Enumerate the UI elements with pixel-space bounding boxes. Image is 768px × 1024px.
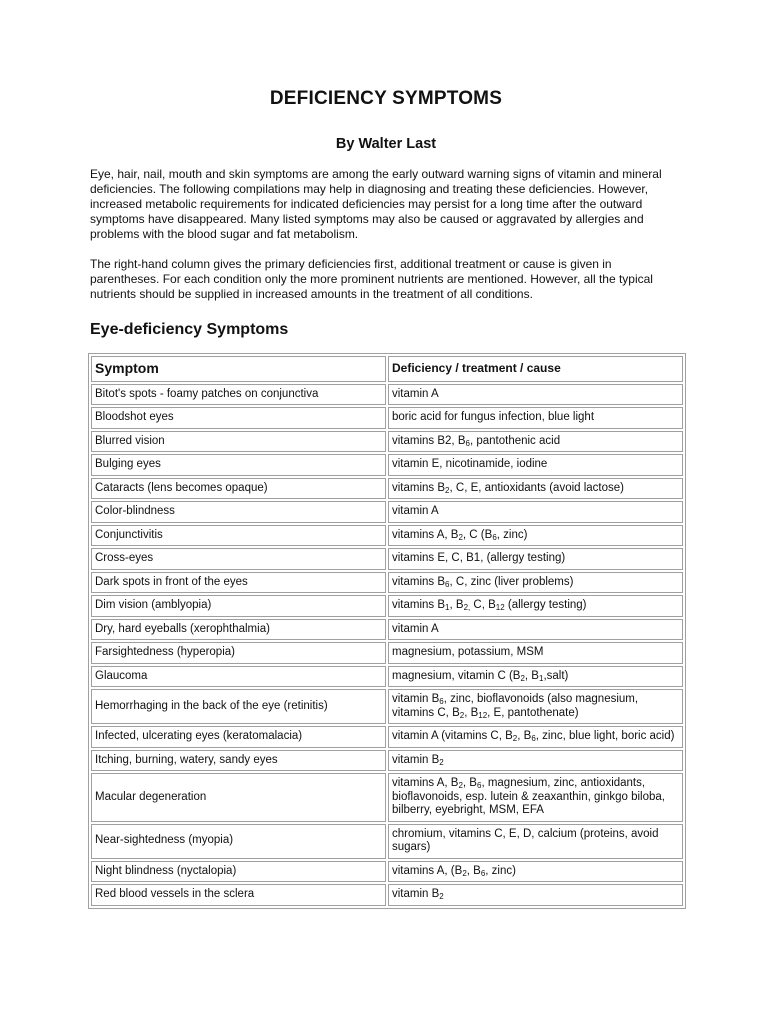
symptom-cell: Bitot's spots - foamy patches on conjunctiva bbox=[91, 384, 386, 406]
deficiency-cell: magnesium, potassium, MSM bbox=[388, 642, 683, 664]
deficiency-cell: vitamin $B_2$ bbox=[388, 750, 683, 772]
table-row bbox=[91, 525, 683, 547]
symptom-cell: Bulging eyes bbox=[91, 454, 386, 476]
table-row bbox=[91, 384, 683, 406]
table-row bbox=[91, 750, 683, 772]
deficiency-cell: vitamin $B_2$ bbox=[388, 884, 683, 906]
table-row bbox=[91, 431, 683, 453]
deficiency-cell: vitamin A bbox=[388, 384, 683, 406]
table-row bbox=[91, 824, 683, 859]
deficiency-cell: vitamins B2, $B_6$, pantothenic acid bbox=[388, 431, 683, 453]
deficiency-cell: boric acid for fungus infection, blue light bbox=[388, 407, 683, 429]
table-row bbox=[91, 861, 683, 883]
symptom-cell: Blurred vision bbox=[91, 431, 386, 453]
deficiency-cell: vitamin $B_6$, zinc, bioflavonoids (also magnesium, vitamins C, $B_2$, $B_{12}$, E, pantothenate) bbox=[388, 689, 683, 724]
table-row bbox=[91, 548, 683, 570]
author-byline: By Walter Last bbox=[335, 136, 437, 152]
symptom-cell: Glaucoma bbox=[91, 666, 386, 688]
page-title: DEFICIENCY SYMPTOMS bbox=[269, 88, 503, 109]
symptom-column-header: Symptom bbox=[91, 356, 386, 382]
deficiency-cell: vitamins E, C, B1, (allergy testing) bbox=[388, 548, 683, 570]
table-row bbox=[91, 478, 683, 500]
deficiency-cell: vitamins $B_2$, C, E, antioxidants (avoid lactose) bbox=[388, 478, 683, 500]
table-row bbox=[91, 501, 683, 523]
table-row bbox=[91, 619, 683, 641]
deficiency-cell: vitamin A bbox=[388, 619, 683, 641]
symptom-cell: Dry, hard eyeballs (xerophthalmia) bbox=[91, 619, 386, 641]
table-row bbox=[91, 407, 683, 429]
symptom-cell: Itching, burning, watery, sandy eyes bbox=[91, 750, 386, 772]
symptom-cell: Red blood vessels in the sclera bbox=[91, 884, 386, 906]
symptom-cell: Infected, ulcerating eyes (keratomalacia) bbox=[91, 726, 386, 748]
deficiency-cell: vitamins $B_6$, C, zinc (liver problems) bbox=[388, 572, 683, 594]
symptom-cell: Near-sightedness (myopia) bbox=[91, 824, 386, 859]
deficiency-cell: vitamins A, $B_2$, $B_6$, magnesium, zinc, antioxidants, bioflavonoids, esp. lutein & zeaxanthin, ginkgo biloba, bilberry, eyebright, MSM, EFA bbox=[388, 773, 683, 822]
document-page bbox=[90, 88, 682, 909]
table-row bbox=[91, 666, 683, 688]
symptom-cell: Color-blindness bbox=[91, 501, 386, 523]
symptom-cell: Dark spots in front of the eyes bbox=[91, 572, 386, 594]
table-header-row bbox=[91, 356, 683, 382]
table-row bbox=[91, 689, 683, 724]
symptom-cell: Cataracts (lens becomes opaque) bbox=[91, 478, 386, 500]
column-explanation-paragraph: The right-hand column gives the primary deficiencies first, additional treatment or cause is given in parentheses. For each condition only the more prominent nutrients are mentioned. However, all the typical nutrients should be supplied in increased amounts in the treatment of all conditions. bbox=[90, 257, 653, 301]
deficiency-cell: vitamin A bbox=[388, 501, 683, 523]
symptom-cell: Hemorrhaging in the back of the eye (retinitis) bbox=[91, 689, 386, 724]
table-row bbox=[91, 595, 683, 617]
deficiency-cell: vitamin A (vitamins C, $B_2$, $B_6$, zinc, blue light, boric acid) bbox=[388, 726, 683, 748]
deficiency-column-header: Deficiency / treatment / cause bbox=[388, 356, 683, 382]
eye-symptoms-table bbox=[88, 353, 686, 909]
intro-paragraph: Eye, hair, nail, mouth and skin symptoms are among the early outward warning signs of vitamin and mineral deficiencies. The following compilations may help in diagnosing and treating these deficiencies. However, increased metabolic requirements for indicated deficiencies may persist for a long time after the outward symptoms have disappeared. Many listed symptoms may also be caused or aggravated by allergies and problems with the blood sugar and fat metabolism. bbox=[90, 167, 662, 241]
deficiency-cell: magnesium, vitamin C ($B_2$, $B_1,salt$) bbox=[388, 666, 683, 688]
symptom-cell: Farsightedness (hyperopia) bbox=[91, 642, 386, 664]
table-body bbox=[91, 384, 683, 906]
table-row bbox=[91, 642, 683, 664]
deficiency-cell: vitamins $B_1$, $B_{2,}$ C, $B_{12}$ (allergy testing) bbox=[388, 595, 683, 617]
symptom-cell: Cross-eyes bbox=[91, 548, 386, 570]
section-heading: Eye-deficiency Symptoms bbox=[90, 321, 289, 338]
deficiency-cell: chromium, vitamins C, E, D, calcium (proteins, avoid sugars) bbox=[388, 824, 683, 859]
table-row bbox=[91, 572, 683, 594]
symptom-cell: Macular degeneration bbox=[91, 773, 386, 822]
table-row bbox=[91, 884, 683, 906]
deficiency-cell: vitamins A, ($B_2$, $B_6$, zinc) bbox=[388, 861, 683, 883]
deficiency-cell: vitamin E, nicotinamide, iodine bbox=[388, 454, 683, 476]
symptom-cell: Conjunctivitis bbox=[91, 525, 386, 547]
deficiency-cell: vitamins A, $B_2$, C ($B_6$, zinc) bbox=[388, 525, 683, 547]
symptom-cell: Dim vision (amblyopia) bbox=[91, 595, 386, 617]
symptom-cell: Bloodshot eyes bbox=[91, 407, 386, 429]
symptom-cell: Night blindness (nyctalopia) bbox=[91, 861, 386, 883]
table-row bbox=[91, 726, 683, 748]
table-row bbox=[91, 454, 683, 476]
table-row bbox=[91, 773, 683, 822]
